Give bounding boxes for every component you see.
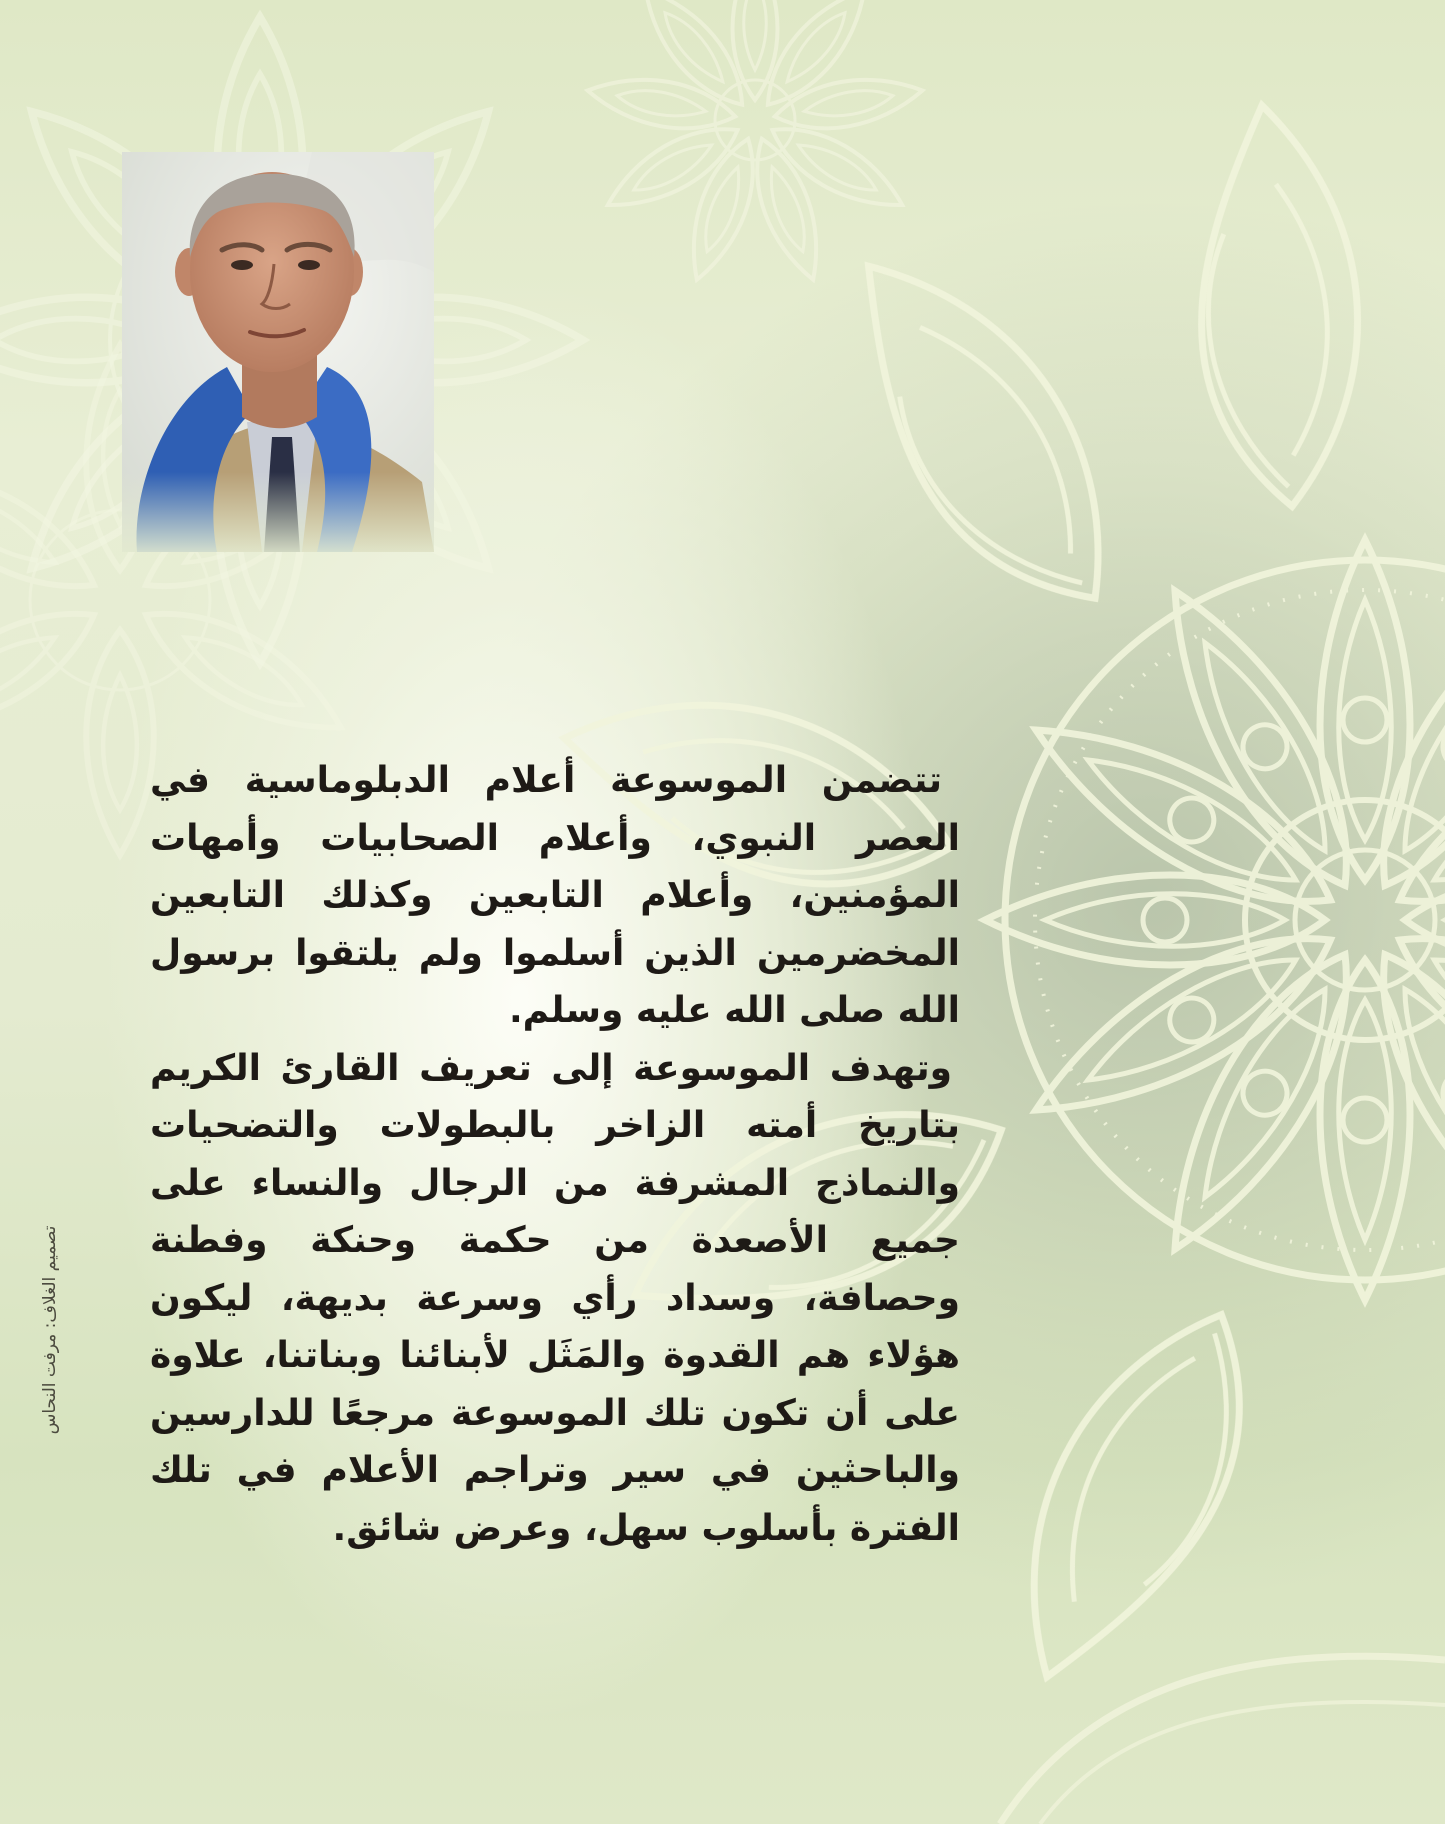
blurb-paragraph-1: تتضمن الموسوعة أعلام الدبلوماسية في العصر النبوي، وأعلام الصحابيات وأمهات المؤمنين، وأعلام التابعين وكذلك التابعين المخضرمين الذين أسلموا ولم يلتقوا برسول الله صلى الله عليه وسلم.: [150, 760, 960, 1031]
blurb-paragraph-2: وتهدف الموسوعة إلى تعريف القارئ الكريم بتاريخ أمته الزاخر بالبطولات والتضحيات والنماذج المشرفة من الرجال والنساء على جميع الأصعدة من حكمة وحنكة وفطنة وحصافة، وسداد رأي وسرعة بديهة، ليكون هؤلاء هم القدوة والمَثَل لأبنائنا وبناتنا، علاوة على أن تكون تلك الموسوعة مرجعًا للدارسين والباحثين في سير وتراجم الأعلام في تلك الفترة بأسلوب سهل، وعرض شائق.: [150, 1047, 960, 1549]
cover-blurb: [150, 752, 960, 1557]
cover-design-credit: تصميم الغلاف: مرفت النحاس: [40, 1225, 60, 1435]
author-photo: [122, 152, 434, 552]
